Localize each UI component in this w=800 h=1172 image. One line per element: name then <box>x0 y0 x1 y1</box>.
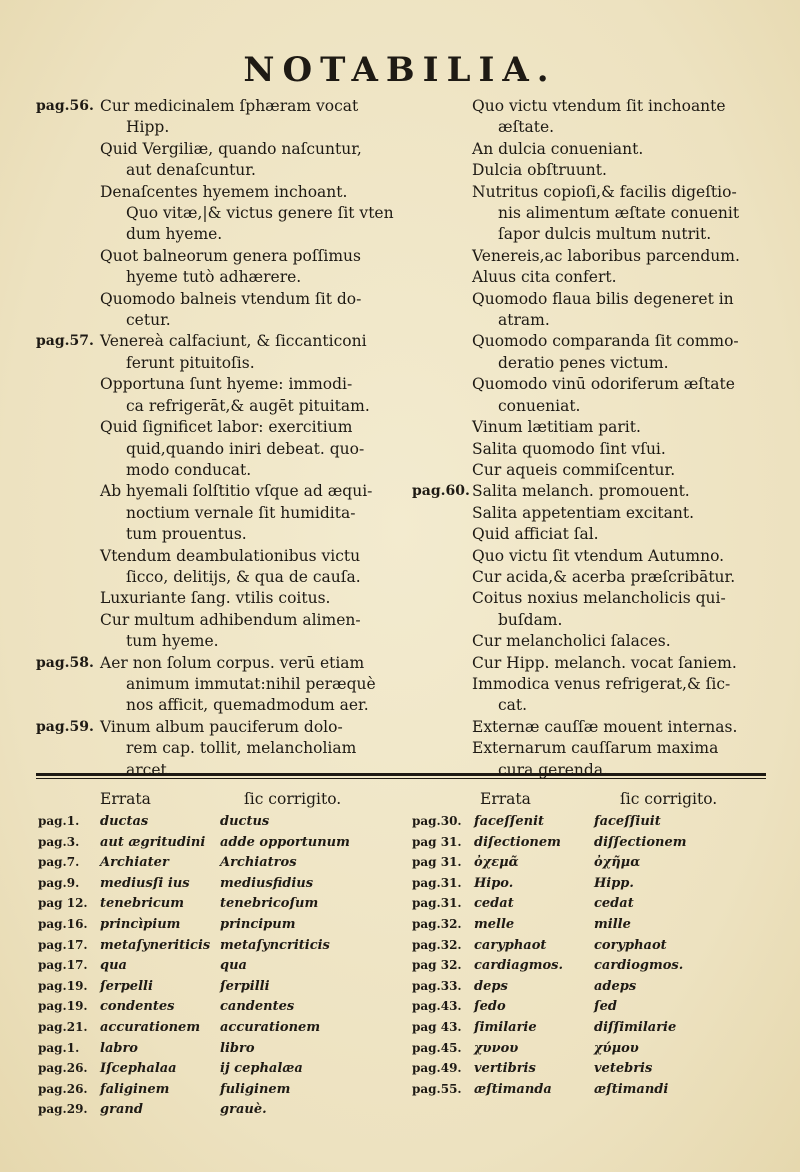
errata-wrong: metaſyneriticis <box>100 937 211 953</box>
index-entry <box>412 289 770 332</box>
index-entry <box>36 588 396 609</box>
corrigo-header-label: ſic corrigito. <box>244 790 342 808</box>
index-entry <box>36 417 396 481</box>
errata-wrong: aut ægritudini <box>100 834 206 850</box>
index-entry <box>412 674 770 717</box>
index-entry <box>412 567 770 588</box>
entry-line: Externæ cauſſæ mouent internas. <box>472 717 738 736</box>
index-entry <box>36 610 396 653</box>
errata-page: pag.26. <box>38 1061 88 1076</box>
errata-header-label: Errata <box>480 790 531 808</box>
errata-correct: ὀχῆμα <box>594 855 641 871</box>
errata-page: pag.33. <box>412 978 462 993</box>
entry-line: An dulcia conueniant. <box>472 139 644 158</box>
errata-wrong: caryphaot <box>474 937 547 953</box>
entry-line: Externarum cauſſarum maxima <box>472 739 719 758</box>
index-entry <box>412 588 770 631</box>
index-entry <box>412 267 770 288</box>
errata-wrong: qua <box>100 958 127 974</box>
errata-wrong: ὀχεμᾶ <box>474 855 519 871</box>
errata-row <box>412 1041 752 1062</box>
entry-line: noctium vernale ſit humidita- <box>126 503 356 522</box>
errata-row <box>38 979 378 1000</box>
errata-wrong: ductas <box>100 814 149 829</box>
errata-correct: accurationem <box>220 1019 321 1035</box>
errata-header <box>38 790 378 814</box>
errata-correct: mediusfidius <box>220 875 314 891</box>
errata-header-label: Errata <box>100 790 151 808</box>
errata-row <box>38 1020 378 1041</box>
entry-line: æſtate. <box>498 118 555 137</box>
index-entry <box>412 417 770 438</box>
errata-wrong: ſimilarie <box>474 1019 537 1035</box>
index-entry <box>36 246 396 289</box>
errata-page: pag.31. <box>412 896 462 911</box>
index-entry <box>412 374 770 417</box>
errata-correct: æſtimandi <box>594 1081 669 1097</box>
entry-line: cat. <box>498 696 528 715</box>
entry-line: Salita quomodo ſint vſui. <box>472 439 666 458</box>
errata-row <box>412 958 752 979</box>
errata-correct: ſed <box>594 999 617 1015</box>
entry-line: Vtendum deambulationibus victu <box>100 546 361 565</box>
errata-row <box>38 1102 378 1123</box>
index-entry <box>36 481 396 545</box>
errata-row <box>38 958 378 979</box>
entry-line: Luxuriante ſang. vtilis coitus. <box>100 589 331 608</box>
errata-row <box>412 999 752 1020</box>
errata-row <box>412 855 752 876</box>
page-reference: pag.60. <box>412 483 470 500</box>
index-entry <box>412 182 770 246</box>
index-column-left <box>36 96 396 781</box>
errata-correct: qua <box>220 958 247 974</box>
errata-page: pag.17. <box>38 958 88 973</box>
entry-line: dum hyeme. <box>126 225 223 244</box>
errata-wrong: princìpium <box>100 916 181 932</box>
errata-row <box>38 876 378 897</box>
errata-correct: metaſyncriticis <box>220 937 330 953</box>
errata-wrong: melle <box>474 916 515 932</box>
entry-line: Coitus noxius melancholicis qui- <box>472 589 726 608</box>
errata-wrong: ſedo <box>474 999 506 1015</box>
entry-line: Cur multum adhibendum alimen- <box>100 610 361 629</box>
errata-wrong: diſectionem <box>474 834 561 850</box>
errata-correct: cedat <box>594 896 634 912</box>
errata-correct: diſſectionem <box>594 834 687 850</box>
index-entry <box>36 717 396 781</box>
errata-row <box>412 917 752 938</box>
entry-line: Cur Hipp. melanch. vocat ſaniem. <box>472 653 737 672</box>
errata-correct: ductus <box>220 814 270 829</box>
errata-wrong: ſerpelli <box>100 978 153 994</box>
index-entry <box>412 139 770 160</box>
errata-page: pag.21. <box>38 1019 88 1034</box>
errata-page: pag 32. <box>412 958 462 973</box>
errata-page: pag.17. <box>38 937 88 952</box>
entry-line: tum prouentus. <box>126 525 247 544</box>
errata-row <box>38 917 378 938</box>
errata-correct: ſerpilli <box>220 978 270 994</box>
index-entry <box>412 546 770 567</box>
errata-page: pag.1. <box>38 1040 80 1055</box>
entry-line: tum hyeme. <box>126 632 219 651</box>
page-reference: pag.56. <box>36 98 94 114</box>
corrigo-header-label: ſic corrigito. <box>620 790 718 808</box>
page-reference: pag.58. <box>36 654 94 671</box>
errata-correct: coryphaot <box>594 937 667 953</box>
errata-correct: tenebricoſum <box>220 896 319 912</box>
index-entry <box>412 717 770 738</box>
entry-line: arcet. <box>126 760 172 779</box>
errata-row <box>38 999 378 1020</box>
errata-correct: χύμου <box>594 1040 639 1056</box>
entry-line: Denaſcentes hyemem inchoant. <box>100 182 348 201</box>
errata-page: pag.29. <box>38 1102 88 1117</box>
errata-correct: fuliginem <box>220 1081 291 1097</box>
entry-line: deratio penes victum. <box>498 353 669 372</box>
entry-line: Quomodo flaua bilis degeneret in <box>472 289 734 308</box>
errata-correct: vetebris <box>594 1061 653 1077</box>
errata-page: pag.26. <box>38 1081 88 1096</box>
index-entry <box>412 481 770 502</box>
errata-row <box>38 835 378 856</box>
entry-line: ferunt pituitoſis. <box>126 353 255 372</box>
errata-wrong: æſtimanda <box>474 1081 552 1097</box>
entry-line: Cur aqueis commiſcentur. <box>472 460 676 479</box>
entry-line: Quomodo balneis vtendum ſit do- <box>100 289 362 308</box>
entry-line: Quo victu ſit vtendum Autumno. <box>472 546 725 565</box>
errata-row <box>38 855 378 876</box>
errata-row <box>38 814 378 835</box>
errata-correct: Archiatros <box>220 855 297 871</box>
entry-line: Quot balneorum genera poſſimus <box>100 246 361 265</box>
errata-row <box>412 835 752 856</box>
errata-wrong: Iſcephalaa <box>100 1061 177 1077</box>
entry-line: ſapor dulcis multum nutrit. <box>498 225 712 244</box>
errata-row <box>412 1082 752 1103</box>
errata-wrong: grand <box>100 1102 143 1118</box>
errata-wrong: Archiater <box>100 855 169 871</box>
entry-line: nis alimentum æſtate conuenit <box>498 204 740 223</box>
entry-line: Salita melanch. promouent. <box>472 482 690 501</box>
errata-correct: adeps <box>594 978 637 994</box>
errata-row <box>38 1061 378 1082</box>
entry-line: Cur acida,& acerba præſcribātur. <box>472 567 736 586</box>
errata-wrong: vertibris <box>474 1061 536 1077</box>
entry-line: buſdam. <box>498 610 563 629</box>
errata-correct: diſſimilarie <box>594 1019 677 1035</box>
errata-page: pag 31. <box>412 834 462 849</box>
errata-wrong: χυνου <box>474 1040 519 1056</box>
index-entry <box>412 631 770 652</box>
errata-correct: candentes <box>220 999 295 1015</box>
errata-row <box>38 1041 378 1062</box>
entry-line: quid,quando iniri debeat. quo- <box>126 439 365 458</box>
errata-page: pag.32. <box>412 916 462 931</box>
entry-line: Quo vitæ,|& victus genere ſit vten <box>126 204 394 223</box>
errata-row <box>38 938 378 959</box>
entry-line: ca refrigerāt,& augēt pituitam. <box>126 396 370 415</box>
errata-wrong: tenebricum <box>100 896 184 912</box>
page-reference: pag.57. <box>36 333 94 350</box>
entry-line: hyeme tutò adhærere. <box>126 268 302 287</box>
errata-wrong: mediusſi ius <box>100 875 190 891</box>
separator-rule <box>36 773 766 779</box>
errata-wrong: condentes <box>100 999 175 1015</box>
entry-line: Cur medicinalem ſphæram vocat <box>100 97 359 115</box>
errata-row <box>38 1082 378 1103</box>
entry-line: cura gerenda. <box>498 760 608 779</box>
entry-line: Vinum lætitiam parit. <box>472 418 641 437</box>
errata-row <box>38 896 378 917</box>
errata-correct: libro <box>220 1040 255 1056</box>
errata-page: pag.9. <box>38 875 80 890</box>
errata-wrong: faceſſenit <box>474 814 545 829</box>
entry-line: Cur melancholici ſalaces. <box>472 632 671 651</box>
entry-line: modo conducat. <box>126 460 252 479</box>
errata-column-right <box>412 790 752 1102</box>
errata-header <box>412 790 752 814</box>
index-entry <box>412 653 770 674</box>
errata-page: pag.45. <box>412 1040 462 1055</box>
entry-line: atram. <box>498 311 550 330</box>
entry-line: Venereà calfaciunt, & ſiccanticoni <box>100 332 367 351</box>
index-entry <box>36 182 396 246</box>
entry-line: rem cap. tollit, melancholiam <box>126 739 357 758</box>
errata-row <box>412 979 752 1000</box>
entry-line: Aer non ſolum corpus. verū etiam <box>100 653 365 672</box>
entry-line: ſicco, delitijs, & qua de cauſa. <box>126 567 361 586</box>
errata-page: pag.3. <box>38 834 80 849</box>
errata-correct: ij cephalæa <box>220 1061 303 1077</box>
page-reference: pag.59. <box>36 718 94 735</box>
index-column-right <box>412 96 770 781</box>
errata-correct: grauè. <box>220 1102 267 1118</box>
entry-line: aut denaſcuntur. <box>126 161 256 180</box>
index-entry <box>412 460 770 481</box>
errata-correct: mille <box>594 916 631 932</box>
entry-line: Salita appetentiam excitant. <box>472 503 695 522</box>
entry-line: Opportuna ſunt hyeme: immodi- <box>100 375 353 394</box>
entry-line: Quomodo vinū odoriferum æſtate <box>472 375 735 394</box>
index-entry <box>36 653 396 717</box>
entry-line: Vinum album pauciferum dolo- <box>100 717 343 736</box>
errata-row <box>412 896 752 917</box>
errata-page: pag.43. <box>412 999 462 1014</box>
errata-page: pag.16. <box>38 916 88 931</box>
index-entry <box>412 96 770 139</box>
index-entry <box>36 96 396 139</box>
index-entry <box>36 374 396 417</box>
errata-page: pag.1. <box>38 814 80 828</box>
errata-wrong: labro <box>100 1040 138 1056</box>
index-entry <box>36 139 396 182</box>
errata-correct: faceſſiuit <box>594 814 661 829</box>
errata-row <box>412 938 752 959</box>
index-entry <box>412 503 770 524</box>
errata-correct: Hipp. <box>594 875 634 891</box>
entry-line: Quid ſignificet labor: exercitium <box>100 418 353 437</box>
entry-line: Nutritus copioſi,& facilis digeſtio- <box>472 182 737 201</box>
errata-page: pag.19. <box>38 999 88 1014</box>
errata-page: pag.31. <box>412 875 462 890</box>
errata-page: pag 12. <box>38 896 88 911</box>
entry-line: Ab hyemali ſolſtitio vſque ad æqui- <box>100 482 373 501</box>
errata-page: pag 43. <box>412 1019 462 1034</box>
entry-line: Aluus cita confert. <box>472 268 617 287</box>
errata-correct: principum <box>220 916 296 932</box>
errata-wrong: cardiagmos. <box>474 958 564 974</box>
entry-line: Quomodo comparanda ſit commo- <box>472 332 739 351</box>
errata-correct: cardiogmos. <box>594 958 684 974</box>
index-entry <box>412 246 770 267</box>
errata-page: pag.30. <box>412 814 462 828</box>
entry-line: Hipp. <box>126 118 170 137</box>
entry-line: Quid afficiat ſal. <box>472 525 599 544</box>
index-entry <box>36 289 396 332</box>
errata-row <box>412 814 752 835</box>
errata-wrong: cedat <box>474 896 514 912</box>
errata-wrong: faliginem <box>100 1081 170 1097</box>
index-entry <box>412 331 770 374</box>
index-entry <box>412 439 770 460</box>
errata-wrong: accurationem <box>100 1019 201 1035</box>
entry-line: Immodica venus refrigerat,& ſic- <box>472 674 731 693</box>
errata-page: pag.7. <box>38 855 80 870</box>
index-entry <box>36 331 396 374</box>
errata-page: pag.19. <box>38 978 88 993</box>
entry-line: cetur. <box>126 311 171 330</box>
index-entry <box>412 524 770 545</box>
errata-column-left <box>38 790 378 1123</box>
entry-line: Quid Vergiliæ, quando naſcuntur, <box>100 139 362 158</box>
errata-page: pag 31. <box>412 855 462 870</box>
errata-row <box>412 876 752 897</box>
entry-line: animum immutat:nihil peræquè <box>126 674 376 693</box>
errata-page: pag.55. <box>412 1081 462 1096</box>
errata-page: pag.32. <box>412 937 462 952</box>
errata-wrong: Hipo. <box>474 875 514 891</box>
entry-line: Venereis,ac laboribus parcendum. <box>472 246 740 265</box>
entry-line: Dulcia obſtruunt. <box>472 161 607 180</box>
errata-page: pag.49. <box>412 1061 462 1076</box>
errata-wrong: deps <box>474 978 508 994</box>
index-entry <box>412 160 770 181</box>
errata-row <box>412 1061 752 1082</box>
index-entry <box>36 546 396 589</box>
errata-correct: adde opportunum <box>220 834 350 850</box>
page-title: NOTABILIA. <box>243 50 557 90</box>
entry-line: conueniat. <box>498 396 581 415</box>
entry-line: Quo victu vtendum ſit inchoante <box>472 97 726 115</box>
entry-line: nos afficit, quemadmodum aer. <box>126 696 369 715</box>
errata-row <box>412 1020 752 1041</box>
